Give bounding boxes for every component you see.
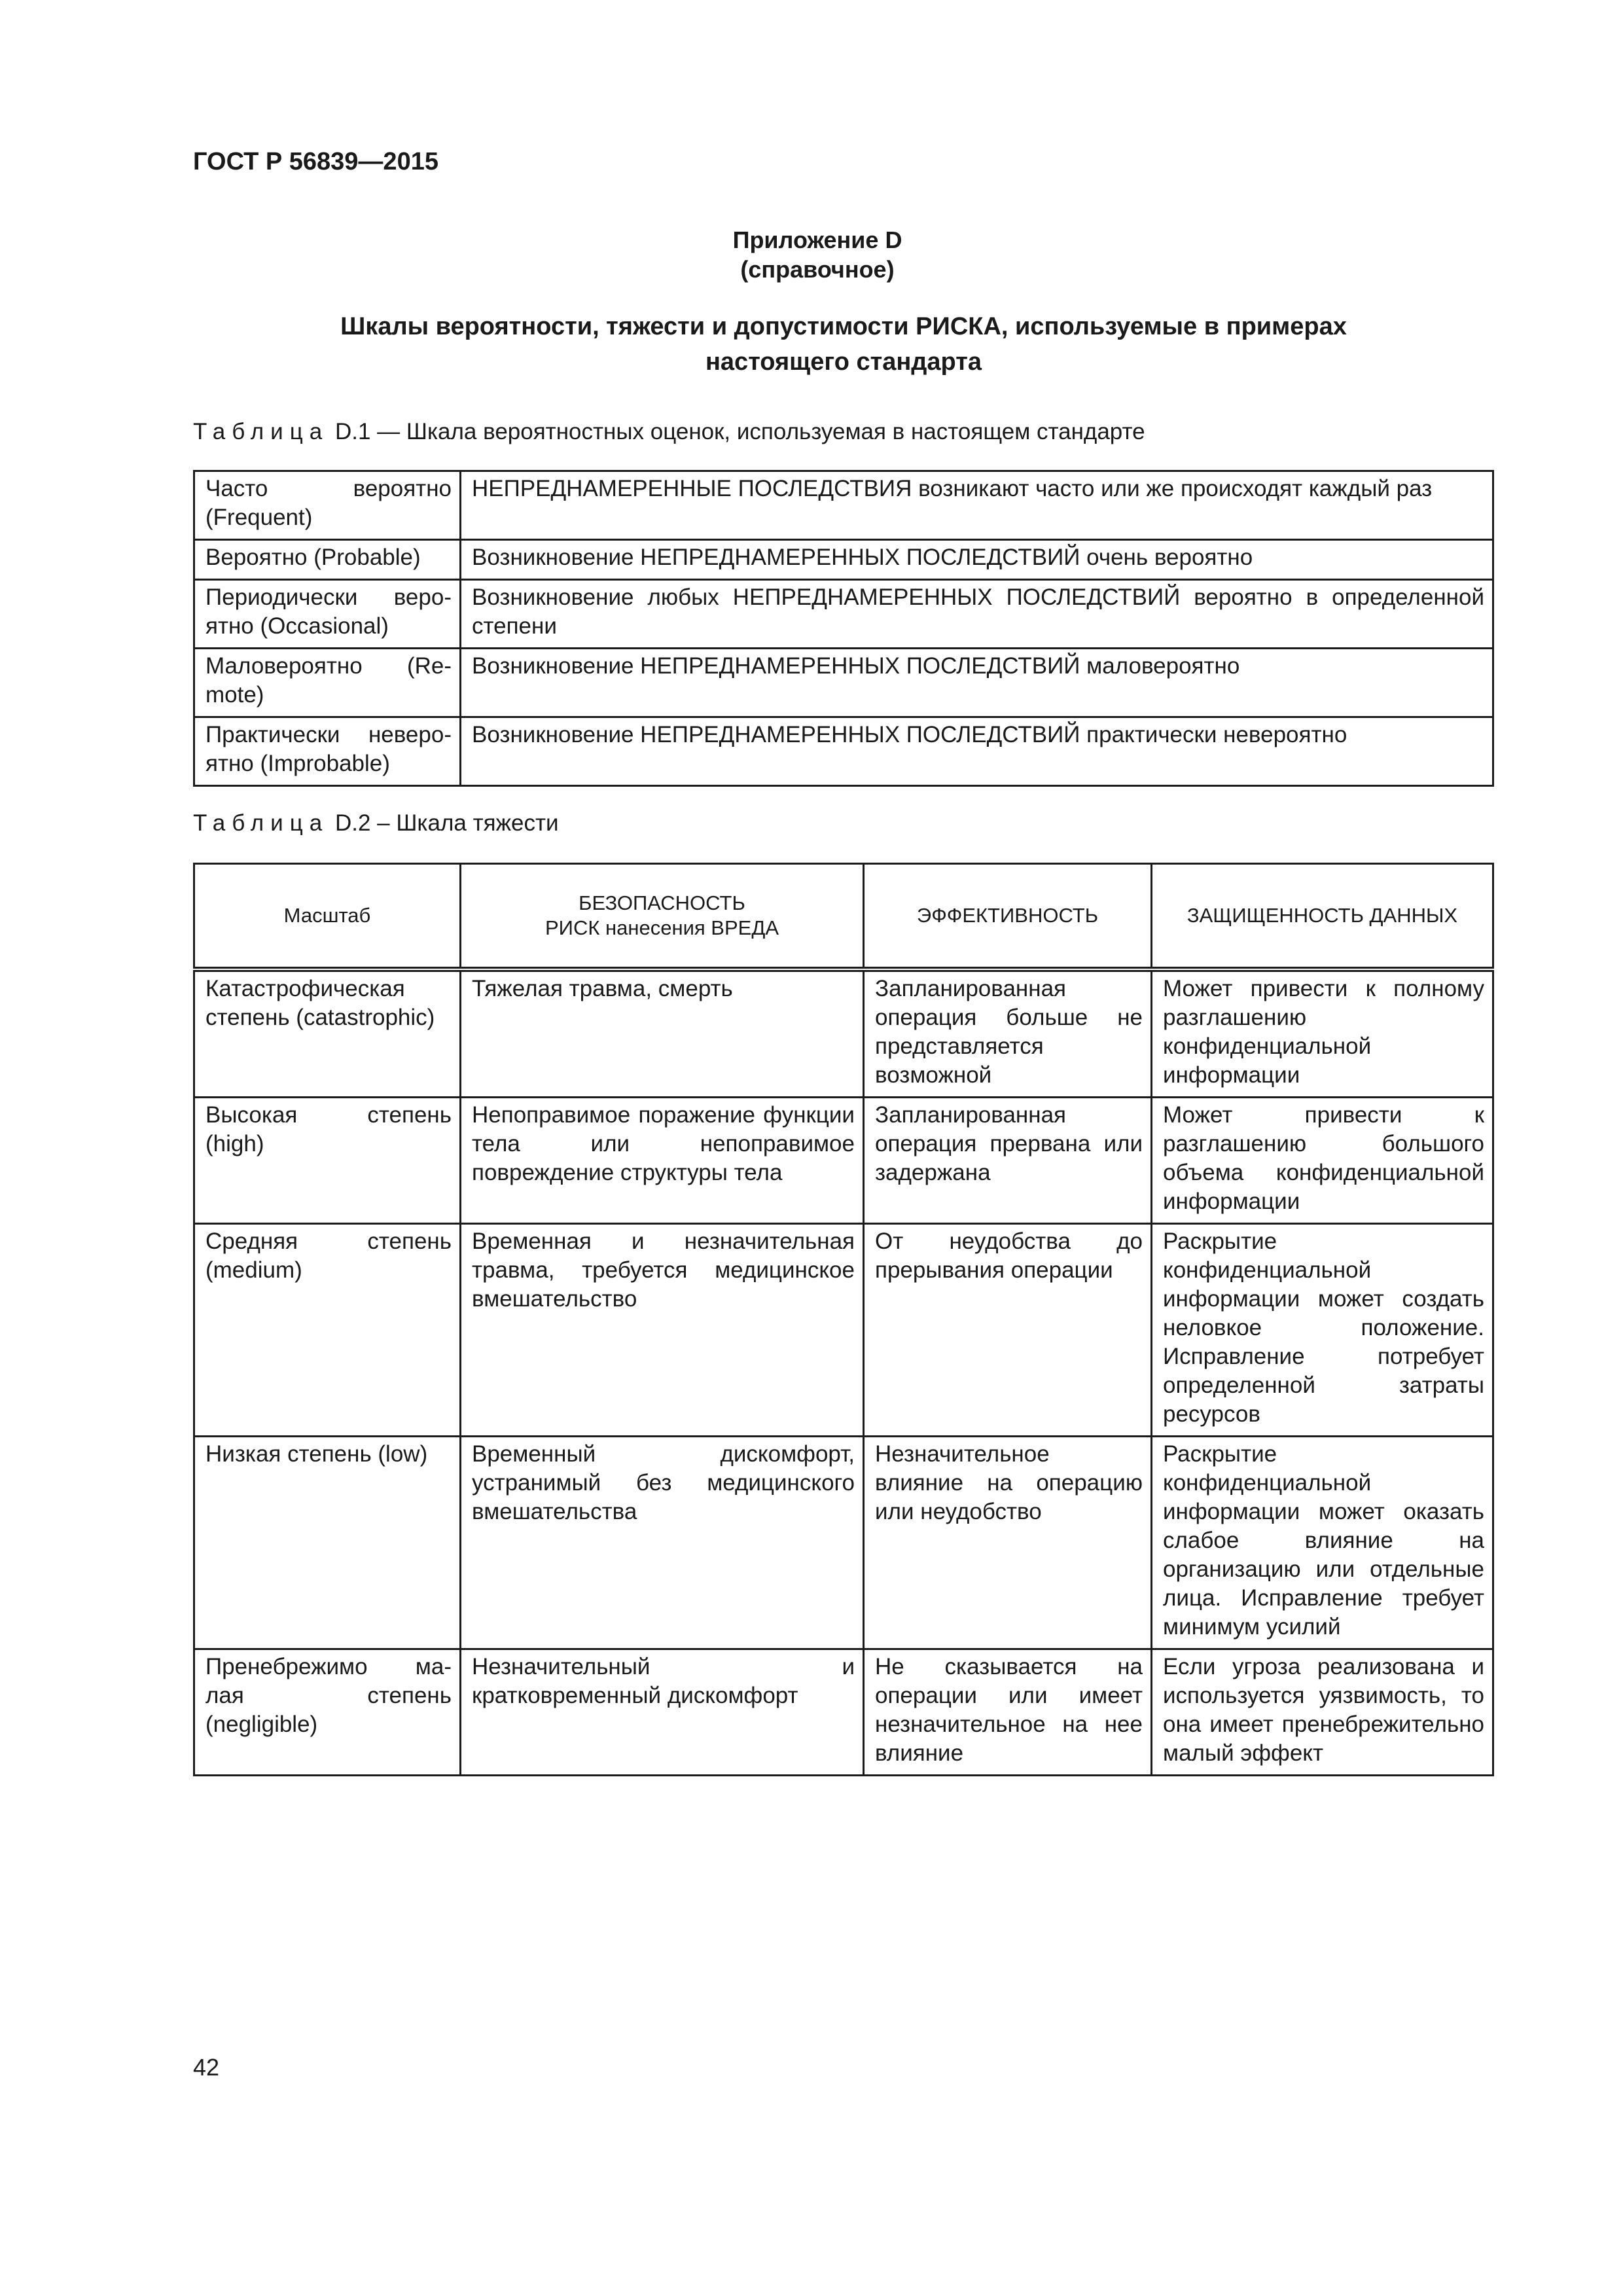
data-security-cell: Раскрытие конфиденциальной информации может оказать слабое влияние на организацию или отдельные лица. Исправление требует минимум усилий bbox=[1152, 1437, 1493, 1649]
table-row bbox=[194, 717, 1493, 786]
probability-level-cell bbox=[194, 649, 461, 717]
data-security-cell: Может привести к полному разглашению конфиденциальной информации bbox=[1152, 969, 1493, 1098]
level-line: Катастрофическая bbox=[205, 976, 405, 1001]
level-line: Низкая степень (low) bbox=[205, 1441, 428, 1467]
page-title-line-2: настоящего стандарта bbox=[705, 348, 982, 376]
level-line: mote) bbox=[205, 682, 264, 708]
severity-level-cell bbox=[194, 1437, 461, 1649]
table-row bbox=[194, 540, 1493, 580]
table-2-caption bbox=[193, 810, 559, 836]
level-line: Средняя степень bbox=[205, 1229, 452, 1254]
table-1-caption-label: Таблица bbox=[193, 419, 329, 444]
data-security-cell: Если угроза реализована и используется уязвимость, то она имеет пренебрежительно малый эффект bbox=[1152, 1649, 1493, 1776]
level-line: степень (catastrophic) bbox=[205, 1005, 435, 1030]
page-title bbox=[193, 309, 1494, 380]
table-row bbox=[194, 580, 1493, 649]
effectiveness-cell: Запланированная операция больше не представляется возможной bbox=[864, 969, 1152, 1098]
severity-level-cell bbox=[194, 969, 461, 1098]
header-effectiveness: ЭФФЕКТИВНОСТЬ bbox=[864, 864, 1152, 970]
table-header-row bbox=[194, 864, 1493, 970]
appendix-subtitle: (справочное) bbox=[740, 256, 895, 283]
probability-description-cell: Возникновение НЕПРЕДНАМЕРЕННЫХ ПОСЛЕДСТВИЙ маловероятно bbox=[461, 649, 1493, 717]
page-title-line-1: Шкалы вероятности, тяжести и допустимости РИСКА, используемые в примерах bbox=[340, 313, 1347, 340]
probability-description-cell: НЕПРЕДНАМЕРЕННЫЕ ПОСЛЕДСТВИЯ возникают часто или же происходят каждый раз bbox=[461, 471, 1493, 540]
effectiveness-cell: От неудобства до прерывания операции bbox=[864, 1224, 1152, 1437]
level-line: Периодически веро- bbox=[205, 584, 452, 610]
table-row bbox=[194, 1649, 1493, 1776]
safety-cell: Временный дискомфорт, устранимый без медицинского вмешательства bbox=[461, 1437, 864, 1649]
table-row bbox=[194, 969, 1493, 1098]
safety-cell: Непоправимое поражение функции тела или непоправимое повреждение структуры тела bbox=[461, 1098, 864, 1224]
table-1-caption bbox=[193, 419, 1145, 445]
header-data-security: ЗАЩИЩЕННОСТЬ ДАННЫХ bbox=[1152, 864, 1493, 970]
appendix-title: Приложение D bbox=[732, 226, 902, 253]
safety-cell: Временная и незначительная травма, требуется медицинское вмешательство bbox=[461, 1224, 864, 1437]
level-line: ятно (Occasional) bbox=[205, 613, 389, 639]
severity-level-cell bbox=[194, 1098, 461, 1224]
probability-level-cell bbox=[194, 717, 461, 786]
probability-level-cell bbox=[194, 540, 461, 580]
probability-description-cell: Возникновение НЕПРЕДНАМЕРЕННЫХ ПОСЛЕДСТВИЙ практически невероятно bbox=[461, 717, 1493, 786]
header-safety bbox=[461, 864, 864, 970]
severity-level-cell bbox=[194, 1224, 461, 1437]
table-1-caption-text: D.1 — Шкала вероятностных оценок, используемая в настоящем стандарте bbox=[334, 419, 1145, 444]
severity-scale-table bbox=[193, 863, 1494, 1776]
probability-description-cell: Возникновение любых НЕПРЕДНАМЕРЕННЫХ ПОСЛЕДСТВИЙ вероятно в определенной степени bbox=[461, 580, 1493, 649]
level-line: Вероятно (Probable) bbox=[205, 545, 421, 570]
effectiveness-cell: Запланированная операция прервана или задержана bbox=[864, 1098, 1152, 1224]
table-row bbox=[194, 471, 1493, 540]
table-2-caption-label: Таблица bbox=[193, 810, 329, 836]
level-line: Высокая степень bbox=[205, 1102, 452, 1128]
probability-description-cell: Возникновение НЕПРЕДНАМЕРЕННЫХ ПОСЛЕДСТВИЙ очень вероятно bbox=[461, 540, 1493, 580]
level-line: лая степень (negligible) bbox=[205, 1683, 452, 1737]
appendix-heading bbox=[193, 225, 1442, 284]
level-line: Маловероятно (Re- bbox=[205, 653, 452, 679]
page-number: 42 bbox=[193, 2054, 220, 2081]
header-scale: Масштаб bbox=[194, 864, 461, 970]
safety-cell: Незначительный и кратковременный дискомфорт bbox=[461, 1649, 864, 1776]
probability-level-cell bbox=[194, 580, 461, 649]
level-line: ятно (Improbable) bbox=[205, 751, 390, 776]
level-line: (medium) bbox=[205, 1257, 302, 1283]
level-line: Практически неверо- bbox=[205, 722, 452, 747]
data-security-cell: Может привести к разглашению большого объема конфиденциальной информации bbox=[1152, 1098, 1493, 1224]
standard-id: ГОСТ Р 56839—2015 bbox=[193, 148, 438, 175]
table-row bbox=[194, 1098, 1493, 1224]
severity-level-cell bbox=[194, 1649, 461, 1776]
level-line: Пренебрежимо ма- bbox=[205, 1654, 452, 1679]
level-line: (Frequent) bbox=[205, 505, 313, 530]
header-safety-line-1: БЕЗОПАСНОСТЬ bbox=[579, 891, 745, 914]
header-safety-line-2: РИСК нанесения ВРЕДА bbox=[544, 916, 779, 939]
table-2-caption-text: D.2 – Шкала тяжести bbox=[334, 810, 559, 836]
probability-level-cell bbox=[194, 471, 461, 540]
level-line: Часто вероятно bbox=[205, 476, 452, 501]
table-row bbox=[194, 649, 1493, 717]
level-line: (high) bbox=[205, 1131, 264, 1157]
data-security-cell: Раскрытие конфиденциальной информации может создать неловкое положение. Исправление потребует определенной затраты ресурсов bbox=[1152, 1224, 1493, 1437]
table-row bbox=[194, 1437, 1493, 1649]
effectiveness-cell: Не сказывается на операции или имеет незначительное на нее влияние bbox=[864, 1649, 1152, 1776]
probability-scale-table bbox=[193, 470, 1494, 787]
effectiveness-cell: Незначительное влияние на операцию или неудобство bbox=[864, 1437, 1152, 1649]
table-row bbox=[194, 1224, 1493, 1437]
safety-cell: Тяжелая травма, смерть bbox=[461, 969, 864, 1098]
